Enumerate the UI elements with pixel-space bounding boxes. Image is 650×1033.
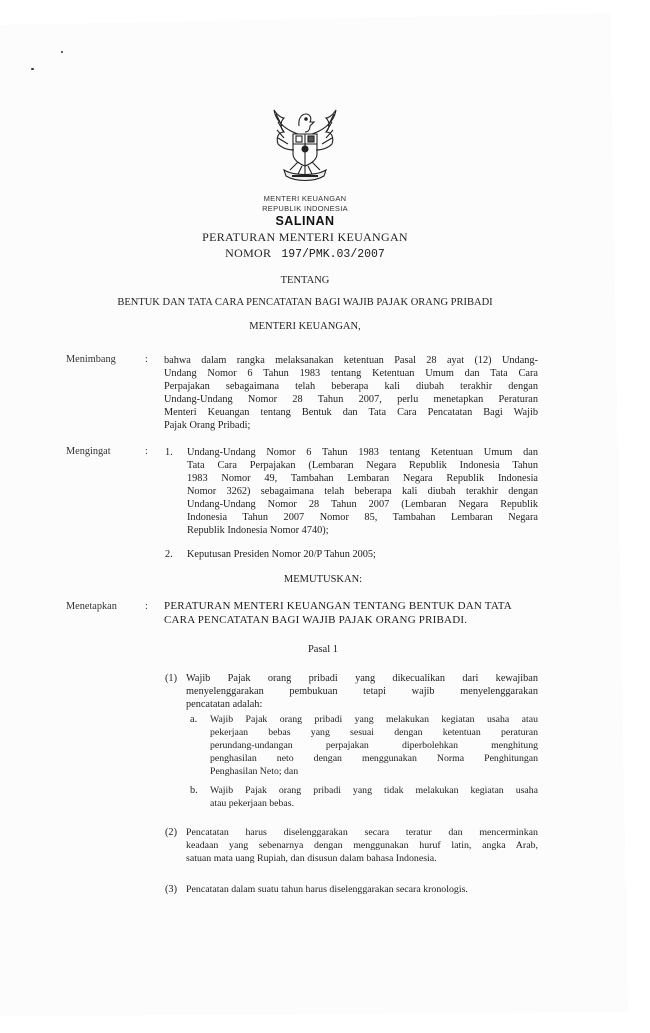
mengingat-label: Mengingat xyxy=(66,446,111,457)
menimbang-label: Menimbang xyxy=(66,354,116,365)
issuer: MENTERI KEUANGAN, xyxy=(249,321,361,332)
mengingat-item-2-number: 2. xyxy=(165,549,173,560)
ayat-3-number: (3) xyxy=(165,884,178,895)
mengingat-item-2: Keputusan Presiden Nomor 20/P Tahun 2005; xyxy=(187,549,376,560)
menetapkan-colon: : xyxy=(145,601,148,612)
scan-speck xyxy=(61,51,63,53)
menetapkan-text: PERATURAN MENTERI KEUANGAN TENTANG BENTUK DAN TATA CARA PENCATATAN BAGI WAJIB PAJAK ORANG PRIBADI. xyxy=(164,600,512,626)
pasal-title: Pasal 1 xyxy=(307,644,339,655)
garuda-emblem-icon xyxy=(268,104,342,184)
memutuskan-heading: MEMUTUSKAN: xyxy=(283,574,363,585)
nomor-value: 197/PMK.03/2007 xyxy=(281,248,385,261)
ayat-1-sub-b: Wajib Pajak orang pribadi yang tidak melakukan kegiatan usaha atau pekerjaan bebas. xyxy=(210,785,538,809)
menimbang-colon: : xyxy=(145,354,148,365)
menetapkan-label: Menetapkan xyxy=(66,601,117,612)
mengingat-colon: : xyxy=(145,446,148,457)
ayat-1-sub-a: Wajib Pajak orang pribadi yang melakukan kegiatan usaha atau pekerjaan bebas yang sesuai dengan ketentuan peraturan perundang-undangan perpajakan diperbolehkan menghitung penghasilan neto dengan menggunakan Norma Penghitungan Penghasilan Neto; dan xyxy=(210,714,538,777)
ayat-1-sub-b-letter: b. xyxy=(190,785,198,796)
mengingat-item-1: Undang-Undang Nomor 6 Tahun 1983 tentang Ketentuan Umum dan Tata Cara Perpajakan (Lembaran Negara Republik Indonesia Tahun 1983 Nomor 49, Tambahan Lembaran Negara Republik Indonesia Nomor 3262) sebagaimana telah beberapa kali diubah terakhir dengan Undang-Undang Nomor 28 Tahun 2007 (Lembaran Negara Republik Indonesia Tahun 2007 Nomor 85, Tambahan Lembaran Negara Republik Indonesia Nomor 4740); xyxy=(187,447,538,536)
institution-line-2: REPUBLIK INDONESIA xyxy=(262,204,348,213)
regulation-subject: BENTUK DAN TATA CARA PENCATATAN BAGI WAJIB PAJAK ORANG PRIBADI xyxy=(117,297,493,308)
regulation-number xyxy=(0,244,610,262)
tentang-heading: TENTANG xyxy=(280,275,330,286)
ayat-2-number: (2) xyxy=(165,827,178,838)
ayat-2-text: Pencatatan harus diselenggarakan secara teratur dan mencerminkan keadaan yang sebenarnya dengan menggunakan huruf latin, angka Arab, satuan mata uang Rupiah, dan disusun dalam bahasa Indonesia. xyxy=(186,827,538,864)
nomor-label: NOMOR xyxy=(225,246,272,260)
menimbang-text: bahwa dalam rangka melaksanakan ketentuan Pasal 28 ayat (12) Undang- Undang Nomor 6 Tahun 1983 tentang Ketentuan Umum dan Tata Cara Perpajakan sebagaimana telah beberapa kali diubah terakhir dengan Undang-Undang Nomor 28 Tahun 2007, perlu menetapkan Peraturan Menteri Keuangan tentang Bentuk dan Tata Cara Pencatatan Bagi Wajib Pajak Orang Pribadi; xyxy=(164,355,538,431)
regulation-type: PERATURAN MENTERI KEUANGAN xyxy=(202,230,408,244)
institution-line-1: MENTERI KEUANGAN xyxy=(263,194,347,203)
salinan-stamp: SALINAN xyxy=(275,214,335,228)
mengingat-item-1-number: 1. xyxy=(165,447,173,458)
ayat-1-text: Wajib Pajak orang pribadi yang dikecualikan dari kewajiban menyelenggarakan pembukuan tetapi wajib menyelenggarakan pencatatan adalah: xyxy=(186,673,538,710)
ayat-1-number: (1) xyxy=(165,673,178,684)
scan-speck xyxy=(31,68,34,70)
ayat-1-sub-a-letter: a. xyxy=(190,714,198,725)
ayat-3-text: Pencatatan dalam suatu tahun harus diselenggarakan secara kronologis. xyxy=(186,884,468,895)
